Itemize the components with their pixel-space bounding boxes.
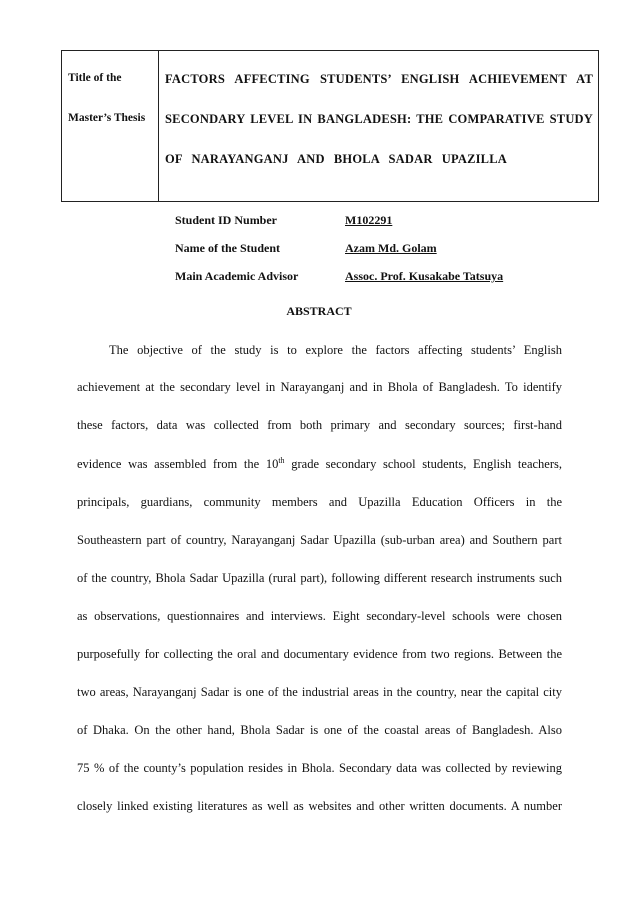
abstract-line: purposefully for collecting the oral and documentary evidence from two regions. Between the [77,647,562,661]
abstract-line: Southeastern part of country, Narayanganj Sadar Upazilla (sub-urban area) and Southern part [77,533,562,547]
thesis-title-table [61,50,599,202]
abstract-line [77,457,562,472]
abstract-line: closely linked existing literatures as well as websites and other written documents. A number [77,799,562,813]
abstract-line: 75 % of the county’s population resides in Bhola. Secondary data was collected by reviewing [77,761,562,775]
thesis-title-line-2: SECONDARY LEVEL IN BANGLADESH: THE COMPARATIVE STUDY [165,112,593,126]
student-name-value: Azam Md. Golam [345,241,437,255]
abstract-line: as observations, questionnaires and interviews. Eight secondary-level schools were chosen [77,609,562,623]
abstract-line-part: evidence was assembled from the 10 [77,457,279,471]
abstract-line: two areas, Narayanganj Sadar is one of the industrial areas in the country, near the capital city [77,685,562,699]
abstract-line: The objective of the study is to explore the factors affecting students’ English [109,343,562,357]
abstract-line: achievement at the secondary level in Narayanganj and in Bhola of Bangladesh. To identify [77,380,562,394]
student-id-value: M102291 [345,213,393,227]
title-label-line-2: Master’s Thesis [68,112,146,124]
thesis-title-line-1: FACTORS AFFECTING STUDENTS’ ENGLISH ACHIEVEMENT AT [165,72,593,86]
title-label-line-1: Title of the [68,72,122,84]
abstract-line: these factors, data was collected from both primary and secondary sources; first-hand [77,418,562,432]
table-divider [158,51,159,201]
ordinal-superscript: th [278,455,285,465]
abstract-heading: ABSTRACT [286,304,352,318]
student-id-label: Student ID Number [175,213,278,227]
abstract-line: of the country, Bhola Sadar Upazilla (rural part), following different research instruments such [77,571,562,585]
student-name-label: Name of the Student [175,241,280,255]
advisor-label: Main Academic Advisor [175,269,299,283]
thesis-title-line-3: OF NARAYANGANJ AND BHOLA SADAR UPAZILLA [165,152,507,166]
advisor-value: Assoc. Prof. Kusakabe Tatsuya [345,269,504,283]
abstract-line: principals, guardians, community members and Upazilla Education Officers in the [77,495,562,509]
abstract-line-part: grade secondary school students, English teachers, [284,457,562,471]
abstract-line: of Dhaka. On the other hand, Bhola Sadar is one of the coastal areas of Bangladesh. Also [77,723,562,737]
